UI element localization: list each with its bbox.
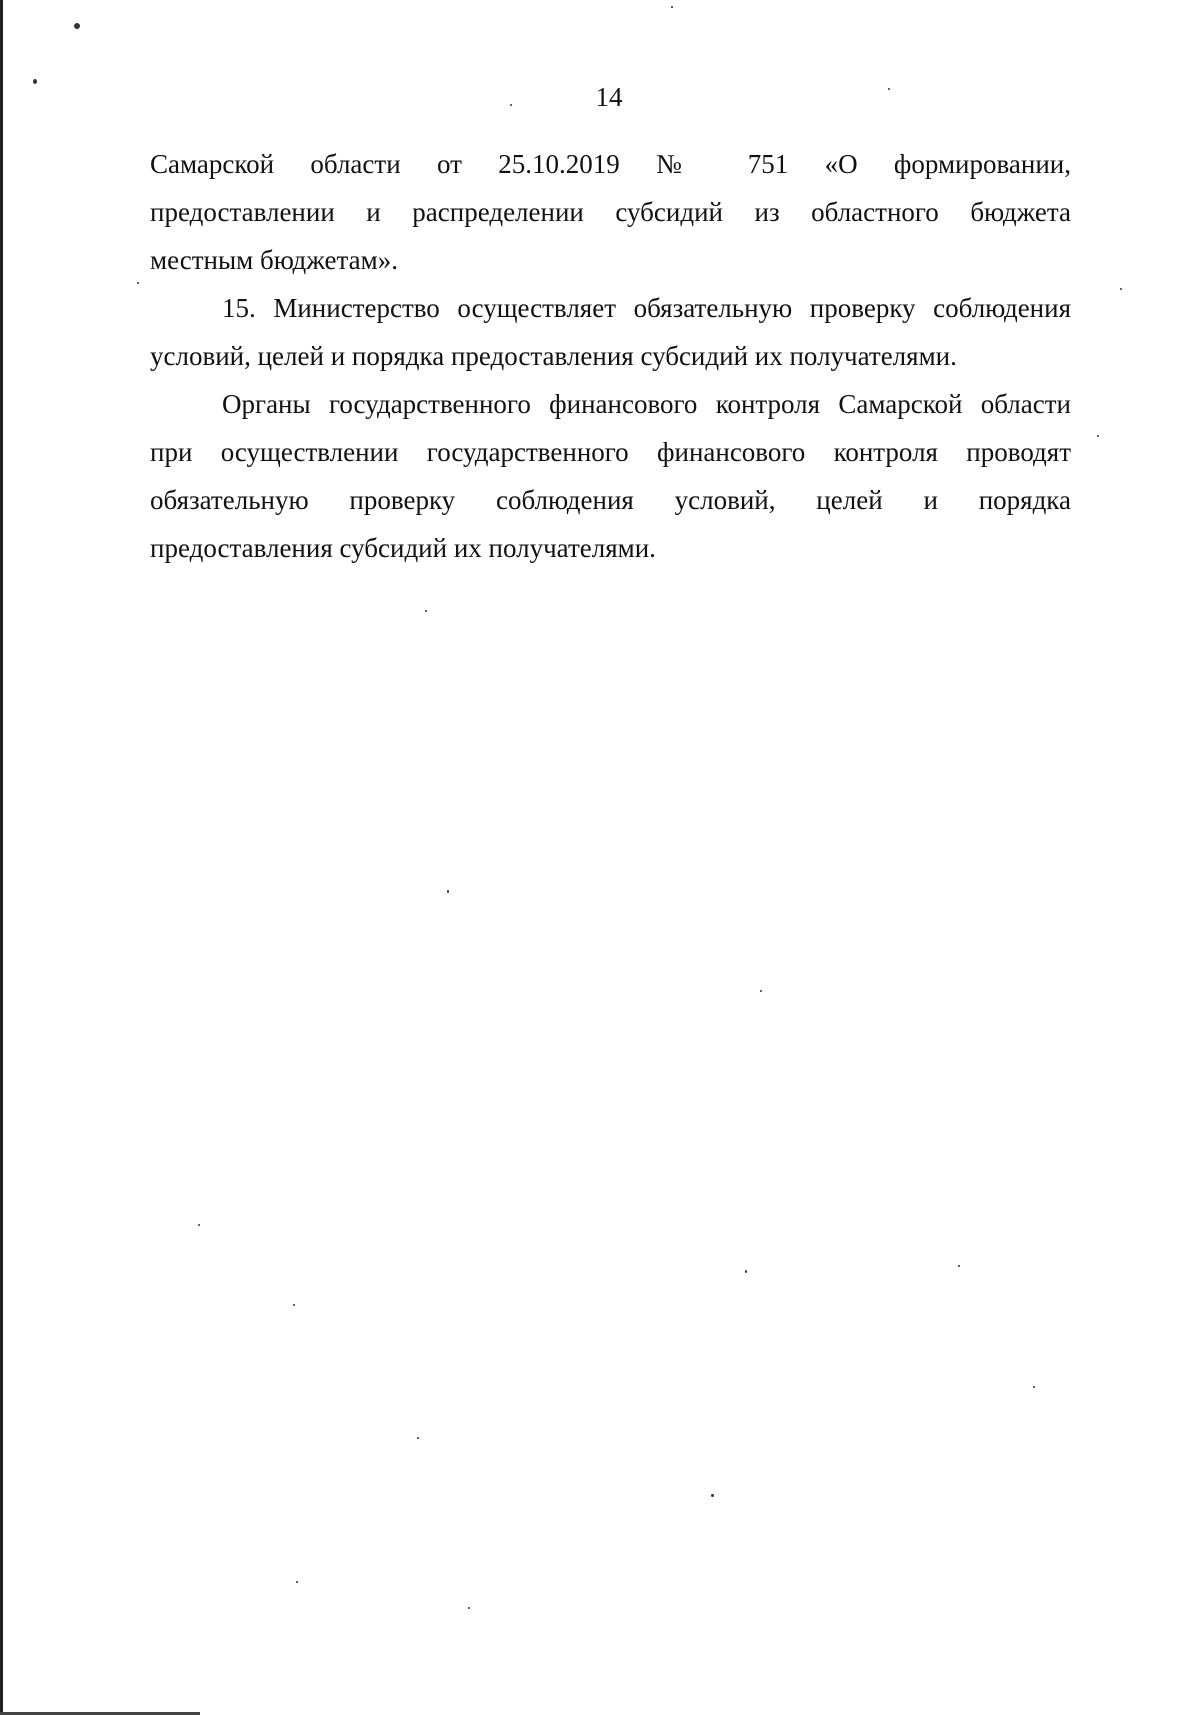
scan-speck [711, 1494, 714, 1497]
scan-speck [1097, 435, 1099, 437]
scan-speck [468, 1607, 470, 1609]
scan-speck [296, 1581, 298, 1583]
page-number: 14 [595, 82, 623, 112]
scan-speck [1033, 1386, 1035, 1388]
scan-speck [137, 282, 139, 284]
text-line: при осуществлении государственного финансового контроля проводят [150, 437, 1071, 467]
scan-speck [425, 610, 427, 612]
text-line: условий, целей и порядка предоставления субсидий их получателями. [150, 341, 957, 371]
paragraph-control-bodies [150, 380, 1071, 572]
scan-speck [198, 1224, 200, 1226]
text-line: предоставления субсидий их получателями. [150, 533, 656, 563]
text-line: предоставлении и распределении субсидий из областного бюджета [150, 197, 1071, 227]
text-line: Органы государственного финансового контроля Самарской области [222, 389, 1071, 419]
scan-speck [74, 23, 80, 29]
scan-speck [1120, 288, 1122, 290]
scan-speck [447, 890, 449, 893]
text-line: 15. Министерство осуществляет обязательную проверку соблюдения [222, 293, 1071, 323]
document-body [150, 140, 1071, 572]
scan-speck [293, 1304, 295, 1306]
scan-speck [760, 990, 762, 992]
scan-speck [417, 1437, 419, 1439]
scan-left-edge [0, 0, 3, 1715]
scan-speck [745, 1270, 747, 1273]
text-line: Самарской области от 25.10.2019 № 751 «О формировании, [150, 149, 1071, 179]
text-line: обязательную проверку соблюдения условий, целей и порядка [150, 485, 1071, 515]
scan-speck [671, 6, 673, 8]
paragraph-continuation [150, 140, 1071, 284]
scan-speck [958, 1265, 960, 1267]
paragraph-item-15 [150, 284, 1071, 380]
text-line: местным бюджетам». [150, 245, 398, 275]
